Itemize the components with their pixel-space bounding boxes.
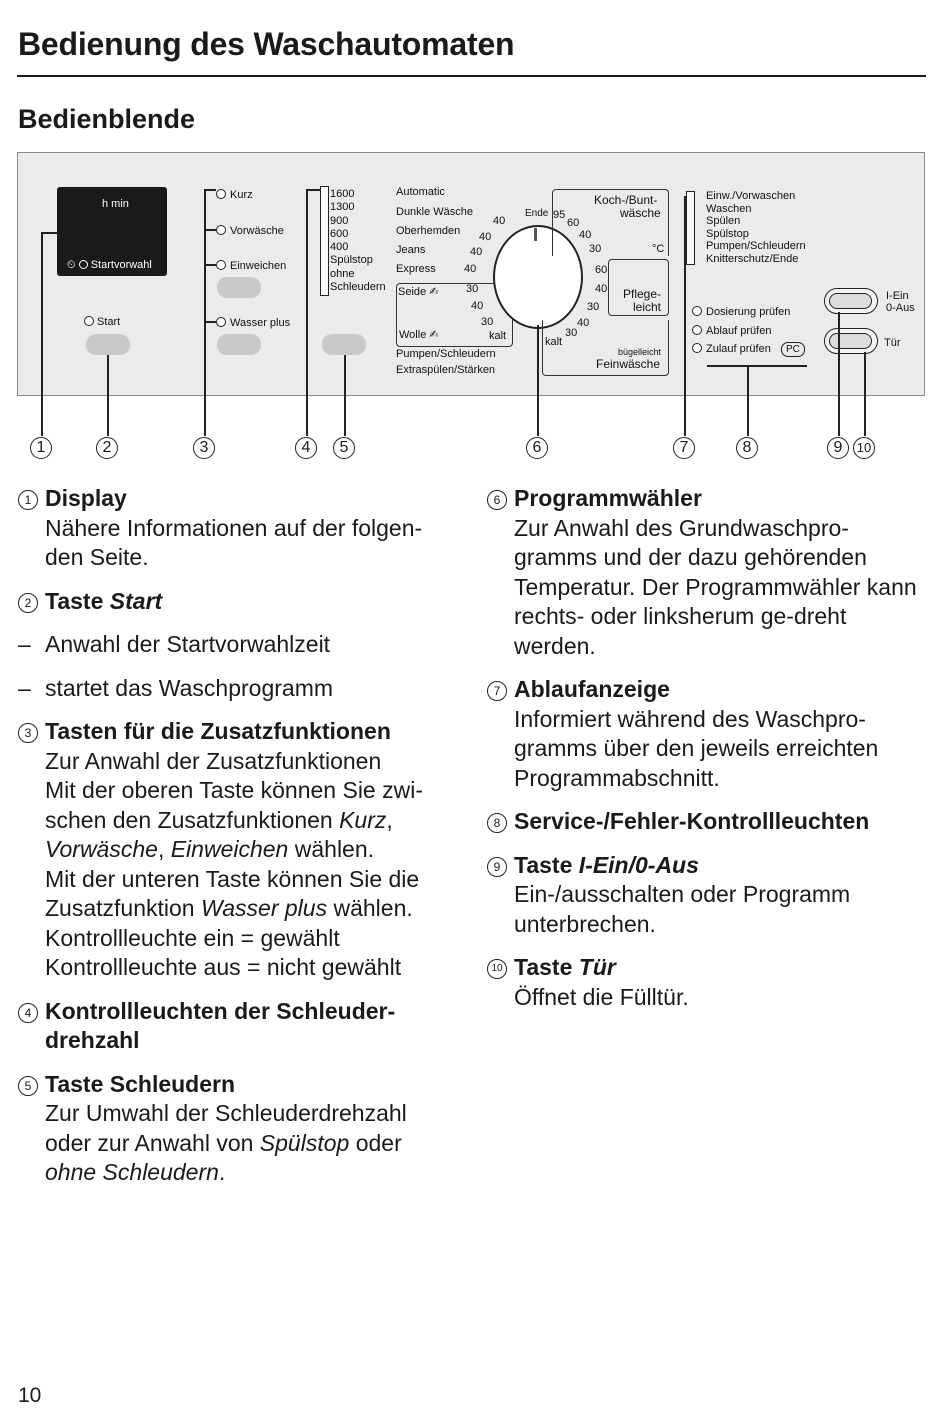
prog-automatic: Automatic (396, 186, 445, 198)
dosierung-led (692, 306, 702, 316)
temp-right-0: 95 (553, 209, 566, 221)
item-number: 3 (18, 723, 38, 743)
item-zusatz: 3 Tasten für die Zusatzfunktionen Zur Anwahl der Zusatzfunktionen Mit der oberen Taste können Sie zwi-schen den Zusatzfunktionen Kurz, Vorwäsche, Einweichen wählen. Mit der unteren Taste können Sie die Zusatzfunktion Wasser plus wählen. Kontrollleuchte ein = gewählt Kontrollleuchte aus = nicht gewählt (18, 717, 458, 983)
feinwaesche-label: Feinwäsche (596, 357, 661, 371)
temp-right-1: 60 (567, 217, 580, 229)
display-startvorwahl: ⏲ Startvorwahl (67, 259, 152, 271)
item-body: Öffnet die Fülltür. (514, 983, 689, 1010)
item-heading: Taste I-Ein/0-Aus (514, 851, 699, 878)
dial-ende: Ende (525, 208, 549, 219)
pflege-label: Pflege- (623, 287, 662, 301)
einweichen-led (216, 260, 226, 270)
temp-right-6: 30 (587, 301, 600, 313)
prog-extraspuelen: Extraspülen/Stärken (396, 364, 496, 376)
item-heading: Display (45, 485, 127, 511)
celsius-label: °C (652, 243, 665, 255)
start-button[interactable] (86, 334, 130, 355)
zusatz-kurz: Kurz (230, 189, 253, 201)
ablauf-led (692, 325, 702, 335)
wasser-plus-led (216, 317, 226, 327)
temp-left-0: 40 (493, 215, 506, 227)
callout-3: 3 (193, 437, 215, 459)
item-number: 2 (18, 593, 38, 613)
callout-line-3h2 (204, 229, 216, 231)
wasser-plus-button[interactable] (217, 334, 261, 355)
handwash-icon: ✍ (429, 329, 439, 341)
item-number: 9 (487, 857, 507, 877)
section-title: Bedienblende (18, 104, 196, 134)
temp-right-4: 60 (595, 264, 608, 276)
temp-right-3: 30 (589, 243, 602, 255)
callout-line-8 (747, 365, 749, 436)
temp-left-7: kalt (489, 330, 507, 342)
item-tuer (487, 953, 927, 1012)
item-heading: Ablaufanzeige (514, 676, 670, 702)
service-dosierung: Dosierung prüfen (706, 306, 791, 318)
start-dash-1: – Anwahl der Startvorwahlzeit (18, 631, 331, 657)
start-led (84, 316, 94, 326)
startvorwahl-led (79, 260, 88, 269)
prog-oberhemden: Oberhemden (396, 225, 461, 237)
callout-4: 4 (295, 437, 317, 459)
service-zulauf: Zulauf prüfen (706, 343, 771, 355)
zusatz-upper-button[interactable] (217, 277, 261, 298)
temp-left-3: 40 (464, 263, 477, 275)
item-heading: Programmwähler (514, 485, 702, 511)
item-body: Nähere Informationen auf der folgen-den Seite. (45, 514, 423, 570)
on-off-label: I-Ein 0-Aus (886, 290, 915, 314)
speed-list: 1600 1300 900 600 400 Spülstop ohne Schleudern (330, 188, 386, 294)
item-service (487, 807, 927, 837)
temp-left-2: 40 (470, 246, 483, 258)
item-number: 5 (18, 1076, 38, 1096)
zulauf-led (692, 343, 702, 353)
callout-line-2 (107, 355, 109, 436)
callout-5: 5 (333, 437, 355, 459)
clock-icon: ⏲ (67, 259, 76, 271)
item-heading: Service-/Fehler-Kontrollleuchten (514, 808, 870, 834)
item-number: 6 (487, 490, 507, 510)
item-programm (487, 484, 927, 661)
temp-right-7: 40 (577, 317, 590, 329)
page-number: 10 (18, 1384, 42, 1407)
temp-left-6: 30 (481, 316, 494, 328)
item-kontroll (18, 997, 458, 1056)
temp-right-9: kalt (545, 336, 563, 348)
item-body: Zur Anwahl des Grundwaschpro-gramms und der dazu gehörenden Temperatur. Der Programmwähler kann rechts- oder linksherum ge-dreht werden. (514, 514, 917, 659)
display-time-label: h min (102, 198, 129, 210)
item-number: 10 (487, 959, 507, 979)
callout-line-3h1 (204, 189, 216, 191)
door-label: Tür (884, 337, 901, 349)
callout-2: 2 (96, 437, 118, 459)
door-button[interactable] (824, 328, 878, 354)
koch-bunt-label2: wäsche (620, 206, 661, 220)
prog-jeans: Jeans (396, 244, 426, 256)
item-ein-aus (487, 851, 927, 940)
service-ablauf: Ablauf prüfen (706, 325, 772, 337)
ablauf-led-bar (686, 191, 695, 265)
callout-10: 10 (853, 437, 875, 459)
callout-line-4 (306, 189, 308, 436)
temp-right-2: 40 (579, 229, 592, 241)
item-body: Informiert während des Waschpro-gramms über den jeweils erreichten Programmabschnitt. (514, 705, 879, 791)
item-heading: Taste Tür (514, 954, 616, 980)
temp-right-5: 40 (595, 283, 608, 295)
schleudern-button[interactable] (322, 334, 366, 355)
prog-seide: Seide ✍ (398, 286, 439, 298)
buegelleicht-label: bügelleicht (618, 347, 662, 357)
right-column (487, 484, 927, 1026)
callout-line-8h (707, 365, 807, 367)
koch-bunt-label: Koch-/Bunt- (594, 193, 658, 207)
start-dash-2: – startet das Waschprogramm (18, 674, 334, 701)
item-display (18, 484, 458, 573)
left-column (18, 484, 458, 1202)
item-heading: Kontrollleuchten der Schleuder-drehzahl (45, 997, 396, 1053)
callout-line-10 (864, 352, 866, 436)
temp-left-5: 40 (471, 300, 484, 312)
zusatz-vorwaesche: Vorwäsche (230, 225, 284, 237)
prog-wolle: Wolle ✍ (399, 329, 439, 341)
pc-badge: PC (781, 342, 805, 357)
callout-6: 6 (526, 437, 548, 459)
on-off-button[interactable] (824, 288, 878, 314)
zusatz-einweichen: Einweichen (230, 260, 287, 272)
zusatz-wasser-plus: Wasser plus (230, 317, 291, 329)
page-title: Bedienung des Waschautomaten (18, 26, 515, 62)
title-rule (17, 75, 926, 77)
item-schleudern: 5 Taste Schleudern Zur Umwahl der Schleuderdrehzahl oder zur Anwahl von Spülstop oder ohne Schleudern. (18, 1070, 458, 1188)
item-number: 4 (18, 1003, 38, 1023)
item-heading: Taste Schleudern (45, 1070, 236, 1097)
temp-left-4: 30 (466, 283, 479, 295)
callout-1: 1 (30, 437, 52, 459)
callout-9: 9 (827, 437, 849, 459)
item-heading: Taste Start (45, 587, 163, 614)
callout-8: 8 (736, 437, 758, 459)
callout-line-3 (204, 189, 206, 436)
callout-line-7 (684, 196, 686, 436)
vorwaesche-led (216, 225, 226, 235)
item-ablauf (487, 675, 927, 793)
item-body: Ein-/ausschalten oder Programm unterbrechen. (514, 881, 851, 937)
prog-pumpen: Pumpen/Schleudern (396, 348, 496, 360)
dial-pointer (534, 228, 537, 241)
callout-line-1 (41, 232, 43, 436)
start-label: Start (97, 316, 121, 328)
callout-line-3h3 (204, 264, 216, 266)
handwash-icon: ✍ (429, 286, 439, 298)
pflege-label2: leicht (633, 300, 662, 314)
item-heading: Tasten für die Zusatzfunktionen (45, 718, 391, 744)
kurz-led (216, 189, 226, 199)
callout-7: 7 (673, 437, 695, 459)
temp-left-1: 40 (479, 231, 492, 243)
prog-dunkle: Dunkle Wäsche (396, 206, 474, 218)
callout-line-9 (838, 312, 840, 436)
item-number: 7 (487, 681, 507, 701)
prog-express: Express (396, 263, 436, 275)
item-number: 1 (18, 490, 38, 510)
temp-right-8: 30 (565, 327, 578, 339)
callout-line-1h (41, 232, 58, 234)
callout-line-5 (344, 355, 346, 436)
display-screen (57, 187, 167, 276)
ablauf-list: Einw./Vorwaschen Waschen Spülen Spülstop Pumpen/Schleudern Knitterschutz/Ende (706, 190, 806, 265)
item-number: 8 (487, 813, 507, 833)
callout-line-6 (537, 325, 539, 436)
item-start (18, 587, 458, 617)
speed-led-bar (320, 186, 329, 296)
callout-line-3h4 (204, 321, 216, 323)
callout-line-4h (306, 189, 320, 191)
